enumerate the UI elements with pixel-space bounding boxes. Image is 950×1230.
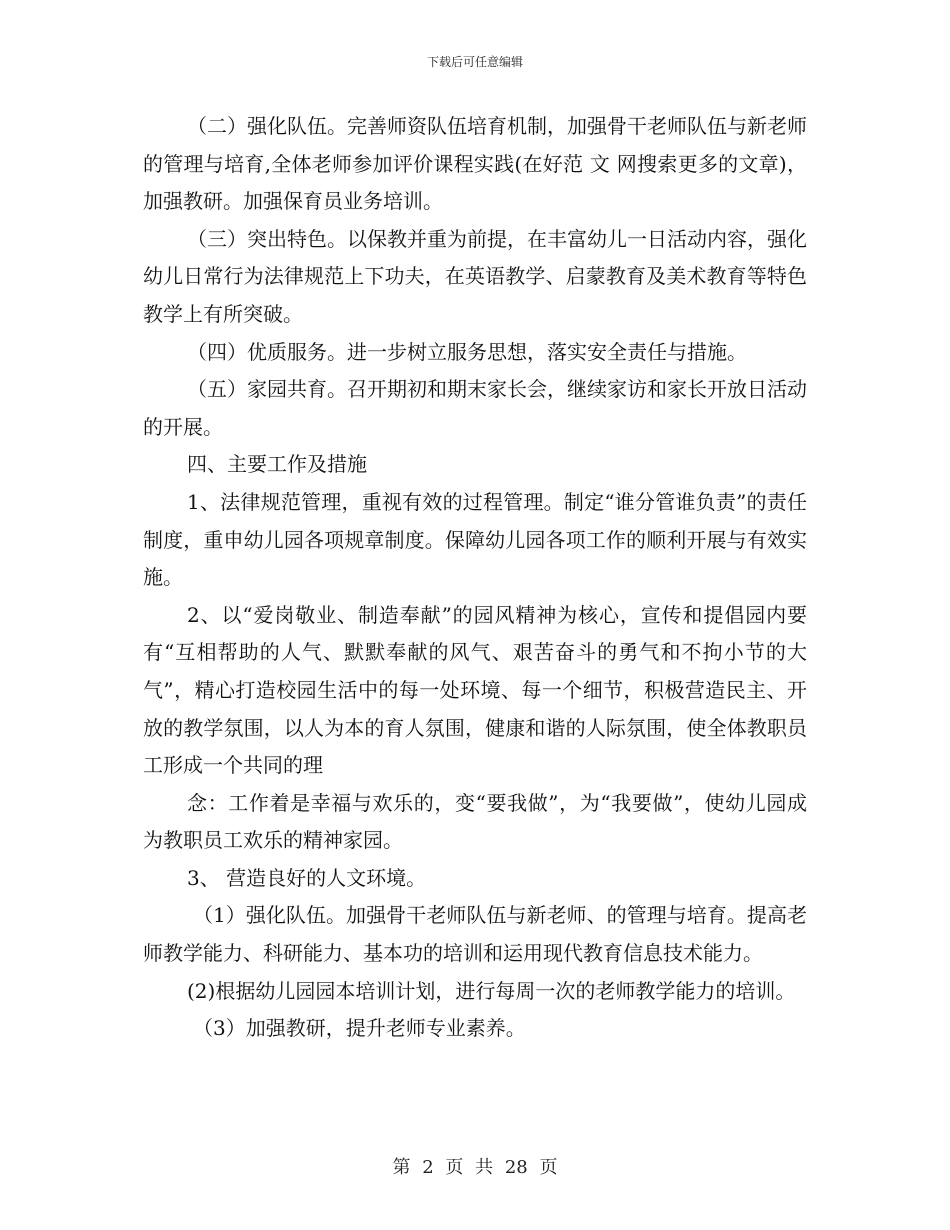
paragraph-highlight-features: （三）突出特色。以保教并重为前提，在丰富幼儿一日活动内容，强化幼儿日常行为法律规范上下功夫，在英语教学、启蒙教育及美术教育等特色教学上有所突破。: [143, 226, 807, 326]
paragraph-quality-service: （四）优质服务。进一步树立服务思想，落实安全责任与措施。: [187, 339, 747, 364]
paragraph-sub-1: （1）强化队伍。加强骨干老师队伍与新老师、的管理与培育。提高老师教学能力、科研能力、基本功的培训和运用现代教育信息技术能力。: [143, 903, 807, 966]
paragraph-strengthen-team: （二）强化队伍。完善师资队伍培育机制，加强骨干老师队伍与新老师的管理与培育,全体老师参加评价课程实践(在好范 文 网搜索更多的文章)，加强教研。加强保育员业务培训。: [143, 114, 807, 214]
paragraph-item-3: 3、 营造良好的人文环境。: [187, 865, 427, 890]
page-header: 下载后可任意编辑: [426, 55, 523, 69]
document-body: [143, 108, 807, 1048]
paragraph-item-2: 2、以“爱岗敬业、制造奉献”的园风精神为核心，宣传和提倡园内要有“互相帮助的人气、默默奉献的风气、艰苦奋斗的勇气和不拘小节的大气”，精心打造校园生活中的每一处环境、每一个细节，积极营造民主、开放的教学氛围，以人为本的育人氛围，健康和谐的人际氛围，使全体教职员工形成一个共同的理: [143, 602, 807, 778]
paragraph-home-school: （五）家园共育。召开期初和期末家长会，继续家访和家长开放日活动的开展。: [143, 377, 807, 439]
section-heading-main-work: 四、主要工作及措施: [187, 452, 367, 477]
paragraph-sub-3: （3）加强教研，提升老师专业素养。: [193, 1016, 526, 1041]
paragraph-sub-2: (2)根据幼儿园园本培训计划，进行每周一次的老师教学能力的培训。: [187, 978, 796, 1003]
page-footer: 第 2 页 共 28 页: [392, 1157, 558, 1178]
paragraph-item-2-continued: 念：工作着是幸福与欢乐的，变“要我做”，为“我要做”，使幼儿园成为教职员工欢乐的精神家园。: [143, 790, 807, 853]
paragraph-item-1: 1、法律规范管理，重视有效的过程管理。制定“谁分管谁负责”的责任制度，重申幼儿园各项规章制度。保障幼儿园各项工作的顺利开展与有效实施。: [143, 489, 807, 590]
